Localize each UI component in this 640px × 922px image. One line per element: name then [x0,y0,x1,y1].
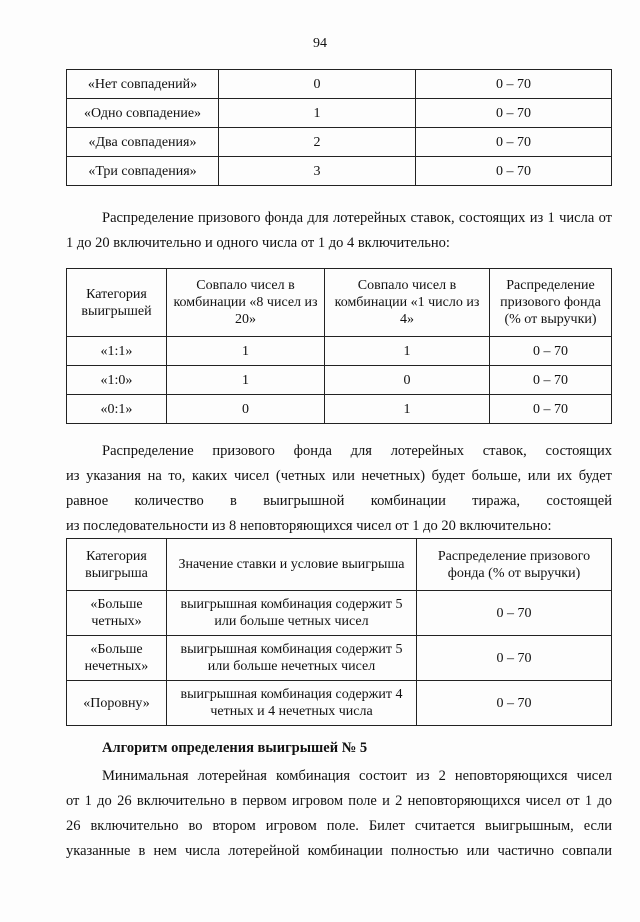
paragraph-prize-distribution-2 [66,439,612,539]
table-cell: «1:1» [67,337,167,366]
table-header-cell: Категория выигрыша [67,539,167,591]
table-cell: «Два совпадения» [67,128,219,157]
table-cell: 0 – 70 [490,337,612,366]
table-cell: 0 – 70 [416,157,612,186]
table-cell: 0 – 70 [490,395,612,424]
section-title: Алгоритм определения выигрышей № 5 [102,740,368,756]
table-header-row [67,539,612,591]
table-row [67,128,612,157]
table-cell: 3 [219,157,416,186]
table-cell: 1 [167,366,325,395]
table-cell: «0:1» [67,395,167,424]
table-cell: 0 – 70 [417,681,612,726]
table-cell: 0 – 70 [416,128,612,157]
table-cell: «Поровну» [67,681,167,726]
table-cell: выигрышная комбинация содержит 5 или больше четных чисел [167,591,417,636]
paragraph-line: 26 включительно во втором игровом поле. Билет считается выигрышным, если [66,818,612,834]
table-cell: 1 [325,395,490,424]
table-cell: «1:0» [67,366,167,395]
table-cell: «Нет совпадений» [67,70,219,99]
table-cell: «Больше нечетных» [67,636,167,681]
page-number: 94 [313,36,327,51]
table-header-cell: Совпало чисел в комбинации «8 чисел из 20» [167,269,325,337]
table-row [67,366,612,395]
table-row [67,636,612,681]
table-even-odd [66,538,612,726]
table-cell: 0 – 70 [417,591,612,636]
table-cell: 2 [219,128,416,157]
table-row [67,70,612,99]
table-matches [66,69,612,186]
table-header-cell: Совпало чисел в комбинации «1 число из 4» [325,269,490,337]
paragraph-line: Распределение призового фонда для лотерейных ставок, состоящих [102,443,612,459]
table-cell: 1 [167,337,325,366]
table-cell: 0 – 70 [417,636,612,681]
paragraph-line: Минимальная лотерейная комбинация состоит из 2 неповторяющихся чисел [102,768,612,784]
table-cell: выигрышная комбинация содержит 5 или больше нечетных чисел [167,636,417,681]
paragraph-line: из последовательности из 8 неповторяющихся чисел от 1 до 20 включительно: [66,518,552,534]
table-cell: выигрышная комбинация содержит 4 четных и 4 нечетных числа [167,681,417,726]
table-row [67,591,612,636]
table-cell: 0 – 70 [416,99,612,128]
table-row [67,99,612,128]
table-row [67,395,612,424]
paragraph-line: равное количество в выигрышной комбинации тиража, состоящей [66,493,612,509]
paragraph-line: от 1 до 26 включительно в первом игровом поле и 2 неповторяющихся чисел от 1 до [66,793,612,809]
table-cell: «Три совпадения» [67,157,219,186]
table-header-cell: Распределение призового фонда (% от выручки) [490,269,612,337]
paragraph-line: из указания на то, каких чисел (четных или нечетных) будет больше, или их будет [66,468,612,484]
table-cell: 0 – 70 [416,70,612,99]
table-row [67,337,612,366]
table-header-cell: Категория выигрышей [67,269,167,337]
paragraph-algorithm-5 [66,764,612,864]
table-cell: 0 [167,395,325,424]
table-cell: 0 – 70 [490,366,612,395]
table-row [67,157,612,186]
table-cell: 1 [219,99,416,128]
table-cell: «Одно совпадение» [67,99,219,128]
table-cell: 0 [219,70,416,99]
table-header-row [67,269,612,337]
table-cell: 0 [325,366,490,395]
table-header-cell: Распределение призового фонда (% от выручки) [417,539,612,591]
table-cell: «Больше четных» [67,591,167,636]
table-row [67,681,612,726]
table-cell: 1 [325,337,490,366]
table-combinations [66,268,612,424]
table-header-cell: Значение ставки и условие выигрыша [167,539,417,591]
paragraph-line: указанные в нем числа лотерейной комбинации полностью или частично совпали [66,843,612,859]
paragraph-prize-distribution-1: Распределение призового фонда для лотерейных ставок, состоящих из 1 числа от 1 до 20 включительно и одного числа от 1 до 4 включительно: [66,210,612,251]
